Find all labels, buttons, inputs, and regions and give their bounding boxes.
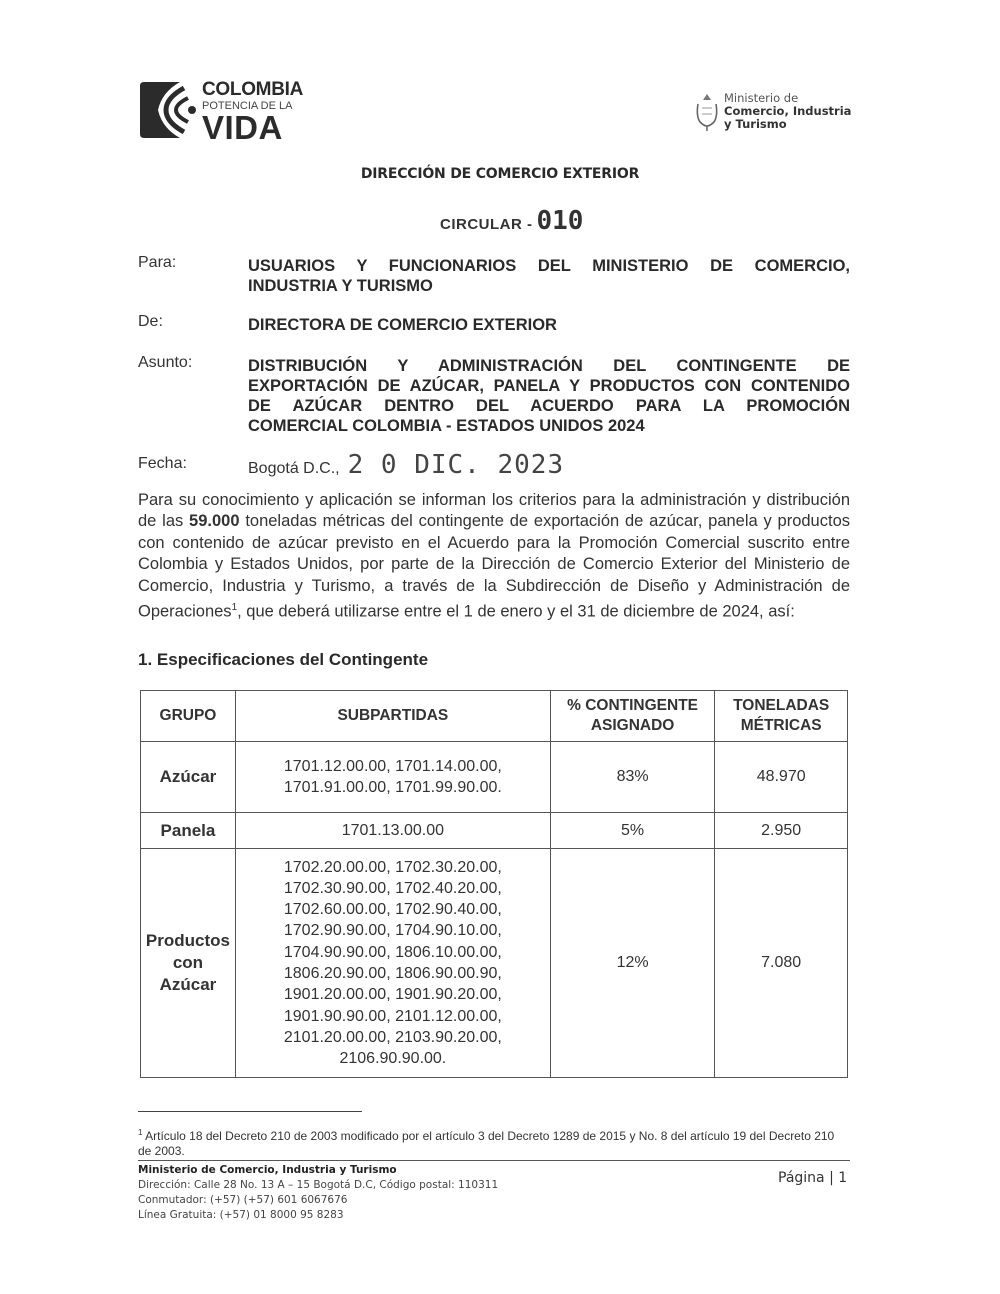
ministry-line1: Ministerio de [724,91,799,105]
date-stamp: 2 0 DIC. 2023 [347,450,565,480]
table-header-row [141,691,848,742]
footer-org: Ministerio de Comercio, Industria y Turismo [138,1164,397,1176]
footer-toll-free: Línea Gratuita: (+57) 01 8000 95 8283 [138,1209,344,1221]
brand-line2: POTENCIA DE LA [202,100,293,112]
cell-porcentaje: 5% [550,813,714,849]
footer-phone: Conmutador: (+57) (+57) 601 6067676 [138,1194,348,1206]
cell-subpartidas: 1701.13.00.00 [235,813,550,849]
cell-porcentaje: 12% [550,849,714,1078]
circular-label: CIRCULAR - [440,216,533,233]
cell-toneladas: 7.080 [715,849,848,1078]
contingent-table [140,690,848,1078]
fecha-place: Bogotá D.C., [248,460,340,477]
fecha-value [248,450,564,480]
asunto-line: COMERCIAL COLOMBIA - ESTADOS UNIDOS 2024 [248,417,645,435]
circular-number [440,206,583,236]
cell-grupo: Panela [141,813,236,849]
colombia-waves-logo-icon [140,82,198,138]
de-label: De: [138,313,163,330]
asunto-line: DE AZÚCAR DENTRO DEL ACUERDO PARA LA PROMOCIÓN [248,397,850,415]
ministry-logo [694,92,864,136]
para-label: Para: [138,254,177,271]
body-text: Para su conocimiento y aplicación se informan los criterios para la administración y distribución de las [138,491,850,531]
cell-subpartidas: 1702.20.00.00, 1702.30.20.00, 1702.30.90.00, 1702.40.20.00, 1702.60.00.00, 1702.90.40.00, 1702.90.90.00, 1704.90.10.00, 1704.90.90.00, 1806.10.00.00, 1806.20.90.00, 1806.90.00.90, 1901.20.00.00, 1901.90.20.00, 1901.90.90.00, 2101.12.00.00, 2101.20.00.00, 2103.90.20.00, 2106.90.90.00. [235,849,550,1078]
footer [138,1163,498,1223]
brand-line1: COLOMBIA [202,79,304,100]
footer-divider [138,1160,850,1161]
fecha-label: Fecha: [138,455,187,472]
ministry-line3: y Turismo [724,117,787,131]
body-paragraph [138,490,850,623]
page-number: Página | 1 [778,1170,848,1186]
header-porcentaje: % CONTINGENTE ASIGNADO [550,691,714,742]
header-subpartidas: SUBPARTIDAS [235,691,550,742]
colombia-potencia-de-la-vida-logo [140,78,380,144]
header-toneladas: TONELADAS MÉTRICAS [715,691,848,742]
cell-porcentaje: 83% [550,742,714,813]
asunto-line: DISTRIBUCIÓN Y ADMINISTRACIÓN DEL CONTINGENTE DE [248,357,850,375]
coat-of-arms-icon [694,92,720,132]
cell-subpartidas: 1701.12.00.00, 1701.14.00.00, 1701.91.00.00, 1701.99.90.00. [235,742,550,813]
table-row [141,742,848,813]
ministry-line2: Comercio, Industria [724,104,852,118]
para-value [248,256,850,296]
table-row [141,849,848,1078]
header-grupo: GRUPO [141,691,236,742]
body-text: , que deberá utilizarse entre el 1 de enero y el 31 de diciembre de 2024, así: [237,602,795,621]
body-text: toneladas métricas del contingente de exportación de azúcar, panela y productos con contenido de azúcar previsto en el Acuerdo para la Promoción Comercial suscrito entre Colombia y Estados Unidos, por parte de la Dirección de Comercio Exterior del Ministerio de Comercio, Industria y Turismo, a través de la Subdirección de Diseño y Administración de Operaciones [138,512,850,621]
cell-grupo: Azúcar [141,742,236,813]
footnote-text: Artículo 18 del Decreto 210 de 2003 modificado por el artículo 3 del Decreto 1289 de 2015 y No. 8 del artículo 19 del Decreto 210 de 2003. [138,1129,835,1158]
footer-address: Dirección: Calle 28 No. 13 A – 15 Bogotá D.C, Código postal: 110311 [138,1179,499,1191]
section-title: 1. Especificaciones del Contingente [138,650,429,669]
circular-stamp-number: 010 [536,206,584,236]
cell-grupo: Productos con Azúcar [141,849,236,1078]
brand-line3: VIDA [202,109,283,146]
asunto-label: Asunto: [138,354,193,371]
para-value-line2: INDUSTRIA Y TURISMO [248,277,433,295]
cell-toneladas: 48.970 [715,742,848,813]
office-heading: DIRECCIÓN DE COMERCIO EXTERIOR [360,166,640,182]
asunto-value [248,356,850,436]
cell-toneladas: 2.950 [715,813,848,849]
footnote-divider [138,1111,362,1112]
footnote-number: 1 [138,1128,143,1137]
total-tonnage: 59.000 [189,512,240,531]
asunto-line: EXPORTACIÓN DE AZÚCAR, PANELA Y PRODUCTOS CON CONTENIDO [248,377,850,395]
footnote [138,1125,850,1159]
para-value-line1: USUARIOS Y FUNCIONARIOS DEL MINISTERIO DE COMERCIO, [248,257,850,275]
table-row [141,813,848,849]
footnote-ref[interactable]: 1 [231,602,238,614]
de-value: DIRECTORA DE COMERCIO EXTERIOR [248,316,557,334]
